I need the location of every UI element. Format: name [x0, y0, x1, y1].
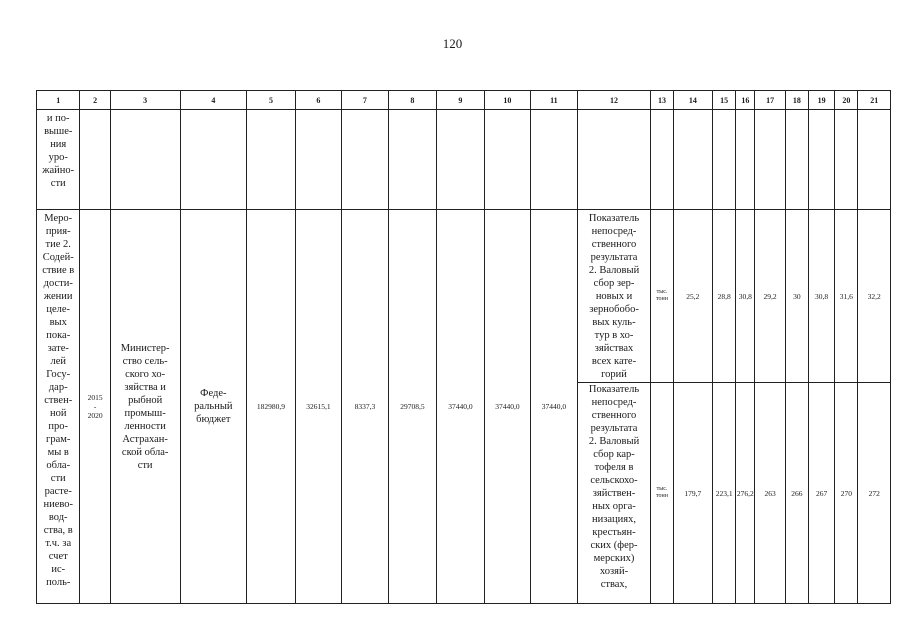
header-row [37, 91, 891, 110]
header-cell-17: 17 [755, 91, 785, 110]
empty-cell [342, 110, 388, 210]
header-cell-18: 18 [785, 91, 808, 110]
indicator-2-unit: тыс. тонн [651, 383, 673, 604]
header-cell-5: 5 [247, 91, 296, 110]
header-cell-20: 20 [835, 91, 858, 110]
period-cell: 2015 - 2020 [80, 210, 110, 604]
funding-year-cell: 29708,5 [388, 210, 437, 604]
header-cell-7: 7 [342, 91, 388, 110]
header-cell-13: 13 [651, 91, 673, 110]
indicator-1-text: Показатель непосред- ственного результата 2. Валовый сбор зер- новых и зернобобо- вых куль- тур в хо- зяйствах всех кате- горий [577, 210, 651, 383]
funding-year-cell: 37440,0 [484, 210, 530, 604]
empty-cell [388, 110, 437, 210]
indicator-2-value: 276,2 [736, 383, 755, 604]
empty-cell [835, 110, 858, 210]
indicator-2-value: 267 [808, 383, 834, 604]
empty-cell [437, 110, 485, 210]
empty-cell [673, 110, 712, 210]
funding-source-cell: Феде- ральный бюджет [180, 210, 247, 604]
header-cell-1: 1 [37, 91, 80, 110]
indicator-1-value: 32,2 [858, 210, 891, 383]
header-cell-15: 15 [713, 91, 736, 110]
program-table [36, 90, 891, 604]
header-cell-14: 14 [673, 91, 712, 110]
page-number: 120 [442, 36, 463, 51]
funding-year-cell: 8337,3 [342, 210, 388, 604]
indicator-2-text: Показатель непосред- ственного результата 2. Валовый сбор кар- тофеля в сельскохо- зяйствен- ных орга- низациях, крестьян- ских (фер- мерских) хозяй- ствах, [577, 383, 651, 604]
indicator-2-value: 179,7 [673, 383, 712, 604]
header-cell-19: 19 [808, 91, 834, 110]
empty-cell [736, 110, 755, 210]
header-cell-16: 16 [736, 91, 755, 110]
empty-cell [295, 110, 341, 210]
empty-cell [80, 110, 110, 210]
funding-year-cell: 32615,1 [295, 210, 341, 604]
header-cell-9: 9 [437, 91, 485, 110]
indicator-2-value: 266 [785, 383, 808, 604]
empty-cell [755, 110, 785, 210]
table-row-activity-2 [37, 210, 891, 383]
empty-cell [247, 110, 296, 210]
indicator-2-value: 263 [755, 383, 785, 604]
indicator-1-value: 28,8 [713, 210, 736, 383]
header-cell-12: 12 [577, 91, 651, 110]
empty-cell [531, 110, 577, 210]
header-cell-11: 11 [531, 91, 577, 110]
indicator-1-value: 30,8 [736, 210, 755, 383]
header-cell-10: 10 [484, 91, 530, 110]
indicator-1-value: 29,2 [755, 210, 785, 383]
indicator-2-value: 223,1 [713, 383, 736, 604]
header-cell-4: 4 [180, 91, 247, 110]
header-cell-21: 21 [858, 91, 891, 110]
empty-cell [484, 110, 530, 210]
indicator-1-value: 30,8 [808, 210, 834, 383]
empty-cell [110, 110, 180, 210]
table-row-continuation [37, 110, 891, 210]
indicator-1-unit: тыс. тонн [651, 210, 673, 383]
indicator-1-value: 31,6 [835, 210, 858, 383]
program-table-container [36, 90, 891, 604]
indicator-2-value: 272 [858, 383, 891, 604]
empty-cell [713, 110, 736, 210]
indicator-1-value: 25,2 [673, 210, 712, 383]
empty-cell [651, 110, 673, 210]
header-cell-6: 6 [295, 91, 341, 110]
header-cell-8: 8 [388, 91, 437, 110]
empty-cell [808, 110, 834, 210]
executor-cell: Министер- ство сель- ского хо- зяйства и рыбной промыш- ленности Астрахан- ской обла- сти [110, 210, 180, 604]
funding-year-cell: 37440,0 [437, 210, 485, 604]
empty-cell [180, 110, 247, 210]
indicator-2-value: 270 [835, 383, 858, 604]
funding-year-cell: 37440,0 [531, 210, 577, 604]
activity-name-continued: и по- выше- ния уро- жайно- сти [37, 110, 80, 210]
activity-name: Меро- прия- тие 2. Содей- ствие в дости- жении целе- вых пока- зате- лей Госу- дар- ствен- ной про- грам- мы в обла- сти расте- ниево- вод- ства, в т.ч. за счет ис- поль- [37, 210, 80, 604]
indicator-1-value: 30 [785, 210, 808, 383]
header-cell-2: 2 [80, 91, 110, 110]
empty-cell [577, 110, 651, 210]
empty-cell [858, 110, 891, 210]
empty-cell [785, 110, 808, 210]
total-funding-cell: 182980,9 [247, 210, 296, 604]
header-cell-3: 3 [110, 91, 180, 110]
